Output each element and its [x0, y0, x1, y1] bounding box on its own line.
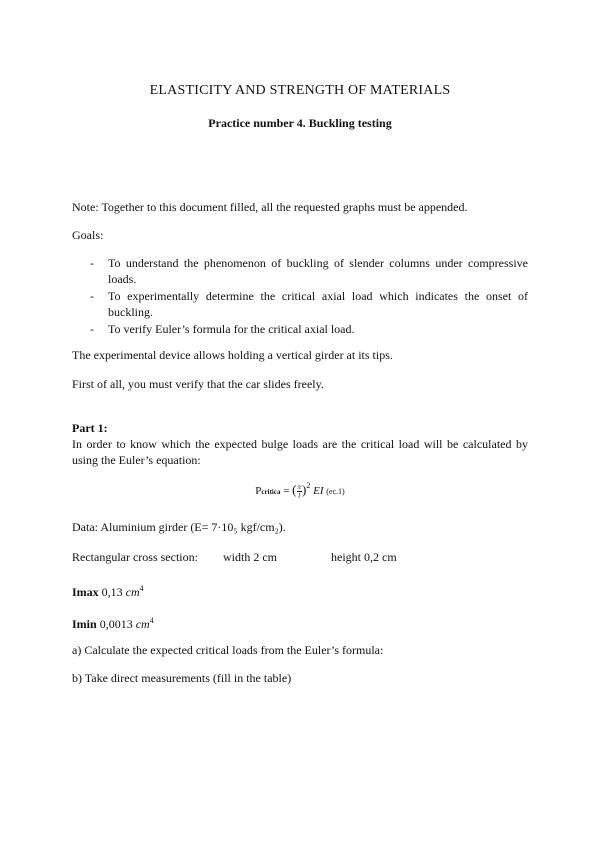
task-a: a) Calculate the expected critical loads from the Euler’s formula:	[72, 643, 384, 657]
document-title: ELASTICITY AND STRENGTH OF MATERIALS	[149, 83, 451, 98]
formula-numerator: π	[297, 482, 302, 491]
goals-label: Goals:	[72, 228, 104, 242]
imin-line: Imin 0,0013 $cm^4$	[72, 616, 154, 631]
data-line: Data: Aluminium girder (E= 7·10₅ kgf/cm₂).	[72, 520, 286, 534]
task-b: b) Take direct measurements (fill in the table)	[72, 671, 292, 685]
goal-item: - To experimentally determine the critical axial load which indicates the onset of buckling.	[90, 289, 528, 319]
part1-heading: Part 1:	[72, 421, 108, 435]
euler-formula: Pcritica = ( $\frac{\pi}{l}$ )$^2$ EI (ec.1)	[255, 481, 345, 500]
formula-denominator: l	[298, 491, 301, 500]
cross-section	[72, 549, 528, 565]
device-text: The experimental device allows holding a vertical girder at its tips.	[72, 348, 393, 362]
cross-section-height: height 0,2 cm	[331, 550, 397, 564]
goal-item: - To understand the phenomenon of buckling of slender columns under compressive loads.	[90, 256, 528, 286]
cross-section-label: Rectangular cross section:	[72, 550, 198, 564]
first-text: First of all, you must verify that the car slides freely.	[72, 377, 324, 391]
imax-line: Imax 0,13 $cm^4$	[72, 584, 144, 599]
cross-section-width: width 2 cm	[223, 550, 277, 564]
note-text: Note: Together to this document filled, all the requested graphs must be appended.	[72, 200, 468, 214]
part1-text: In order to know which the expected bulge loads are the critical load will be calculated by using the Euler’s equation:	[72, 437, 528, 467]
practice-subtitle: Practice number 4. Buckling testing	[208, 116, 392, 130]
goals-list	[72, 255, 528, 338]
goal-item: - To verify Euler’s formula for the critical axial load.	[90, 322, 355, 336]
